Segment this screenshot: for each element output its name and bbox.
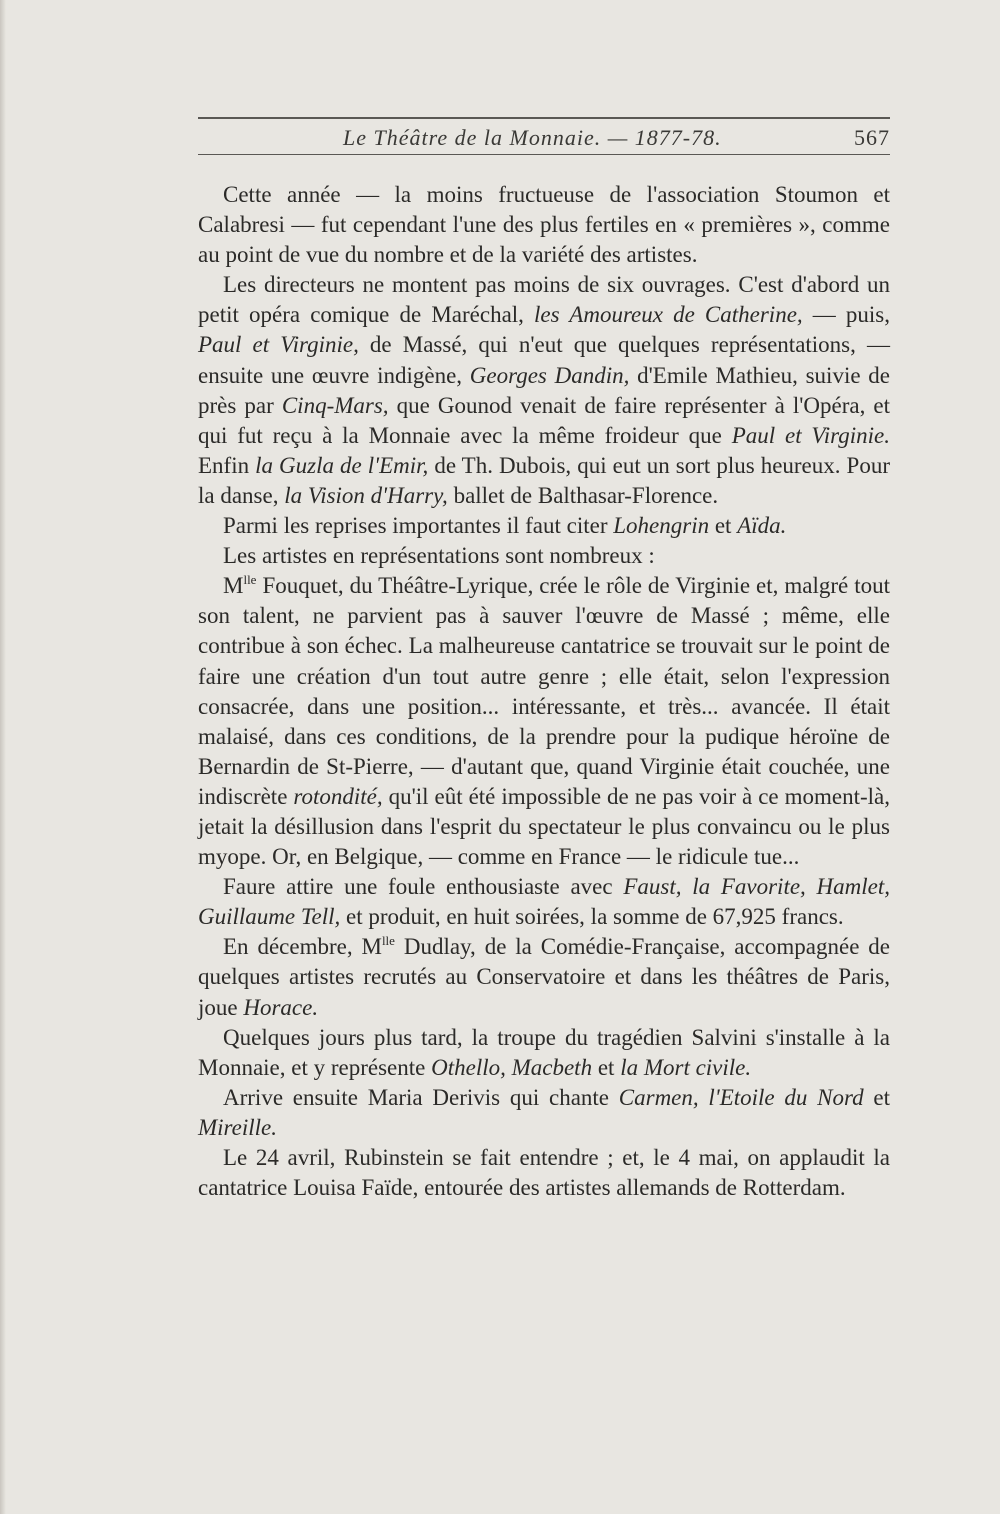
text-run: Le 24 avril, Rubinstein se fait entendre ; et, le 4 mai, on applaudit la cantatrice Louisa Faïde, entourée des artistes allemands de Rotterdam. [198,1145,890,1201]
text-run: Quelques jours plus tard, la troupe du tragédien Salvini s'installe à la Monnaie, et y représente [198,1024,890,1080]
paragraph [198,1143,890,1203]
text-run: de Th. Dubois, qui eut un sort plus heureux. Pour la danse, [198,452,890,508]
text-run: que Gounod venait de faire représenter à l'Opéra, et qui fut reçu à la Monnaie avec la même froideur que [198,392,891,448]
paragraph [198,872,890,932]
paragraph [198,571,890,872]
page-number: 567 [854,125,890,150]
text-run: En décembre, M [223,934,382,960]
superscript: lle [243,572,257,588]
text-run: d'Emile Mathieu, suivie de près par [198,362,891,418]
italic-title: Othello, Macbeth [431,1054,593,1080]
italic-title: Cinq-Mars, [281,392,389,418]
text-run: M [223,573,244,599]
paragraph [198,932,890,1022]
italic-title: Carmen, l'Etoile du Nord [618,1084,864,1110]
italic-title: Paul et Virginie, [198,332,359,358]
text-run: Fouquet, du Théâtre-Lyrique, crée le rôle de Virginie et, malgré tout son talent, ne parvient pas à sauver l'œuvre de Massé ; même, elle contribue à son échec. La malheureuse cantatrice se trouvait sur le point de faire une création d'un tout autre genre ; elle était, selon l'expression consacrée, dans une position... intéressante, et très... avancée. Il était malaisé, dans ces conditions, de la prendre pour la pudique héroïne de Bernardin de St-Pierre, — d'autant que, quand Virginie était couchée, une indiscrète [198,573,890,809]
text-run: Faure attire une foule enthousiaste avec [223,874,624,900]
paragraph [198,270,890,511]
text-run: de Massé, qui n'eut que quelques représentations, — ensuite une œuvre indigène, [198,332,890,388]
text-run: Cette année — la moins fructueuse de l'association Stoumon et Calabresi — fut cependant l'une des plus fertiles en « premières », comme au point de vue du nombre et de la variété des artistes. [198,182,890,268]
header-rule-top [198,117,890,119]
italic-title: les Amoureux de Catherine, [534,302,803,328]
text-run: — puis, [802,302,891,328]
italic-title: Horace. [243,994,319,1020]
paragraph [198,180,890,270]
paragraph [198,511,890,541]
text-run: Parmi les reprises importantes il faut citer [223,513,614,539]
italic-title: la Vision d'Harry, [284,482,448,508]
italic-title: Mireille. [198,1114,277,1140]
italic-title: Faust, la Favorite, Hamlet, Guillaume Tell, [198,874,890,930]
text-run: Arrive ensuite Maria Derivis qui chante [223,1084,619,1110]
italic-title: Georges Dandin, [469,362,630,388]
text-run: et [592,1054,621,1080]
text-run: ballet de Balthasar-Florence. [447,482,719,508]
page-edge-shadow [0,0,6,1514]
paragraph [198,1023,890,1083]
paragraph [198,541,890,571]
italic-title: Lohengrin [613,513,710,539]
text-run: et [863,1084,890,1110]
text-run: qu'il eût été impossible de ne pas voir à ce moment-là, jetait la désillusion dans l'esprit du spectateur le plus convaincu ou le plus myope. Or, en Belgique, — comme en France — le ridicule tue... [198,783,891,870]
text-run: Dudlay, de la Comédie-Française, accompagnée de quelques artistes recrutés au Conservatoire et dans les théâtres de Paris, joue [198,934,890,1020]
italic-title: la Guzla de l'Emir, [255,452,429,478]
paragraph [198,1083,890,1143]
running-title: Le Théâtre de la Monnaie. — 1877-78. [343,125,722,150]
running-header [198,122,890,152]
text-run: Les artistes en représentations sont nombreux : [223,543,655,569]
italic-title: Aïda. [737,513,787,539]
body-text [198,180,890,1203]
italic-title: rotondité, [293,783,383,809]
text-run: et produit, en huit soirées, la somme de 67,925 francs. [340,904,844,930]
text-run: et [709,513,738,539]
superscript: lle [381,933,395,949]
text-run: Les directeurs ne montent pas moins de six ouvrages. C'est d'abord un petit opéra comique de Maréchal, [198,272,890,328]
header-rule-bottom [198,154,890,155]
italic-title: la Mort civile. [620,1054,752,1080]
text-run: Enfin [198,452,256,478]
italic-title: Paul et Virginie. [731,422,891,448]
